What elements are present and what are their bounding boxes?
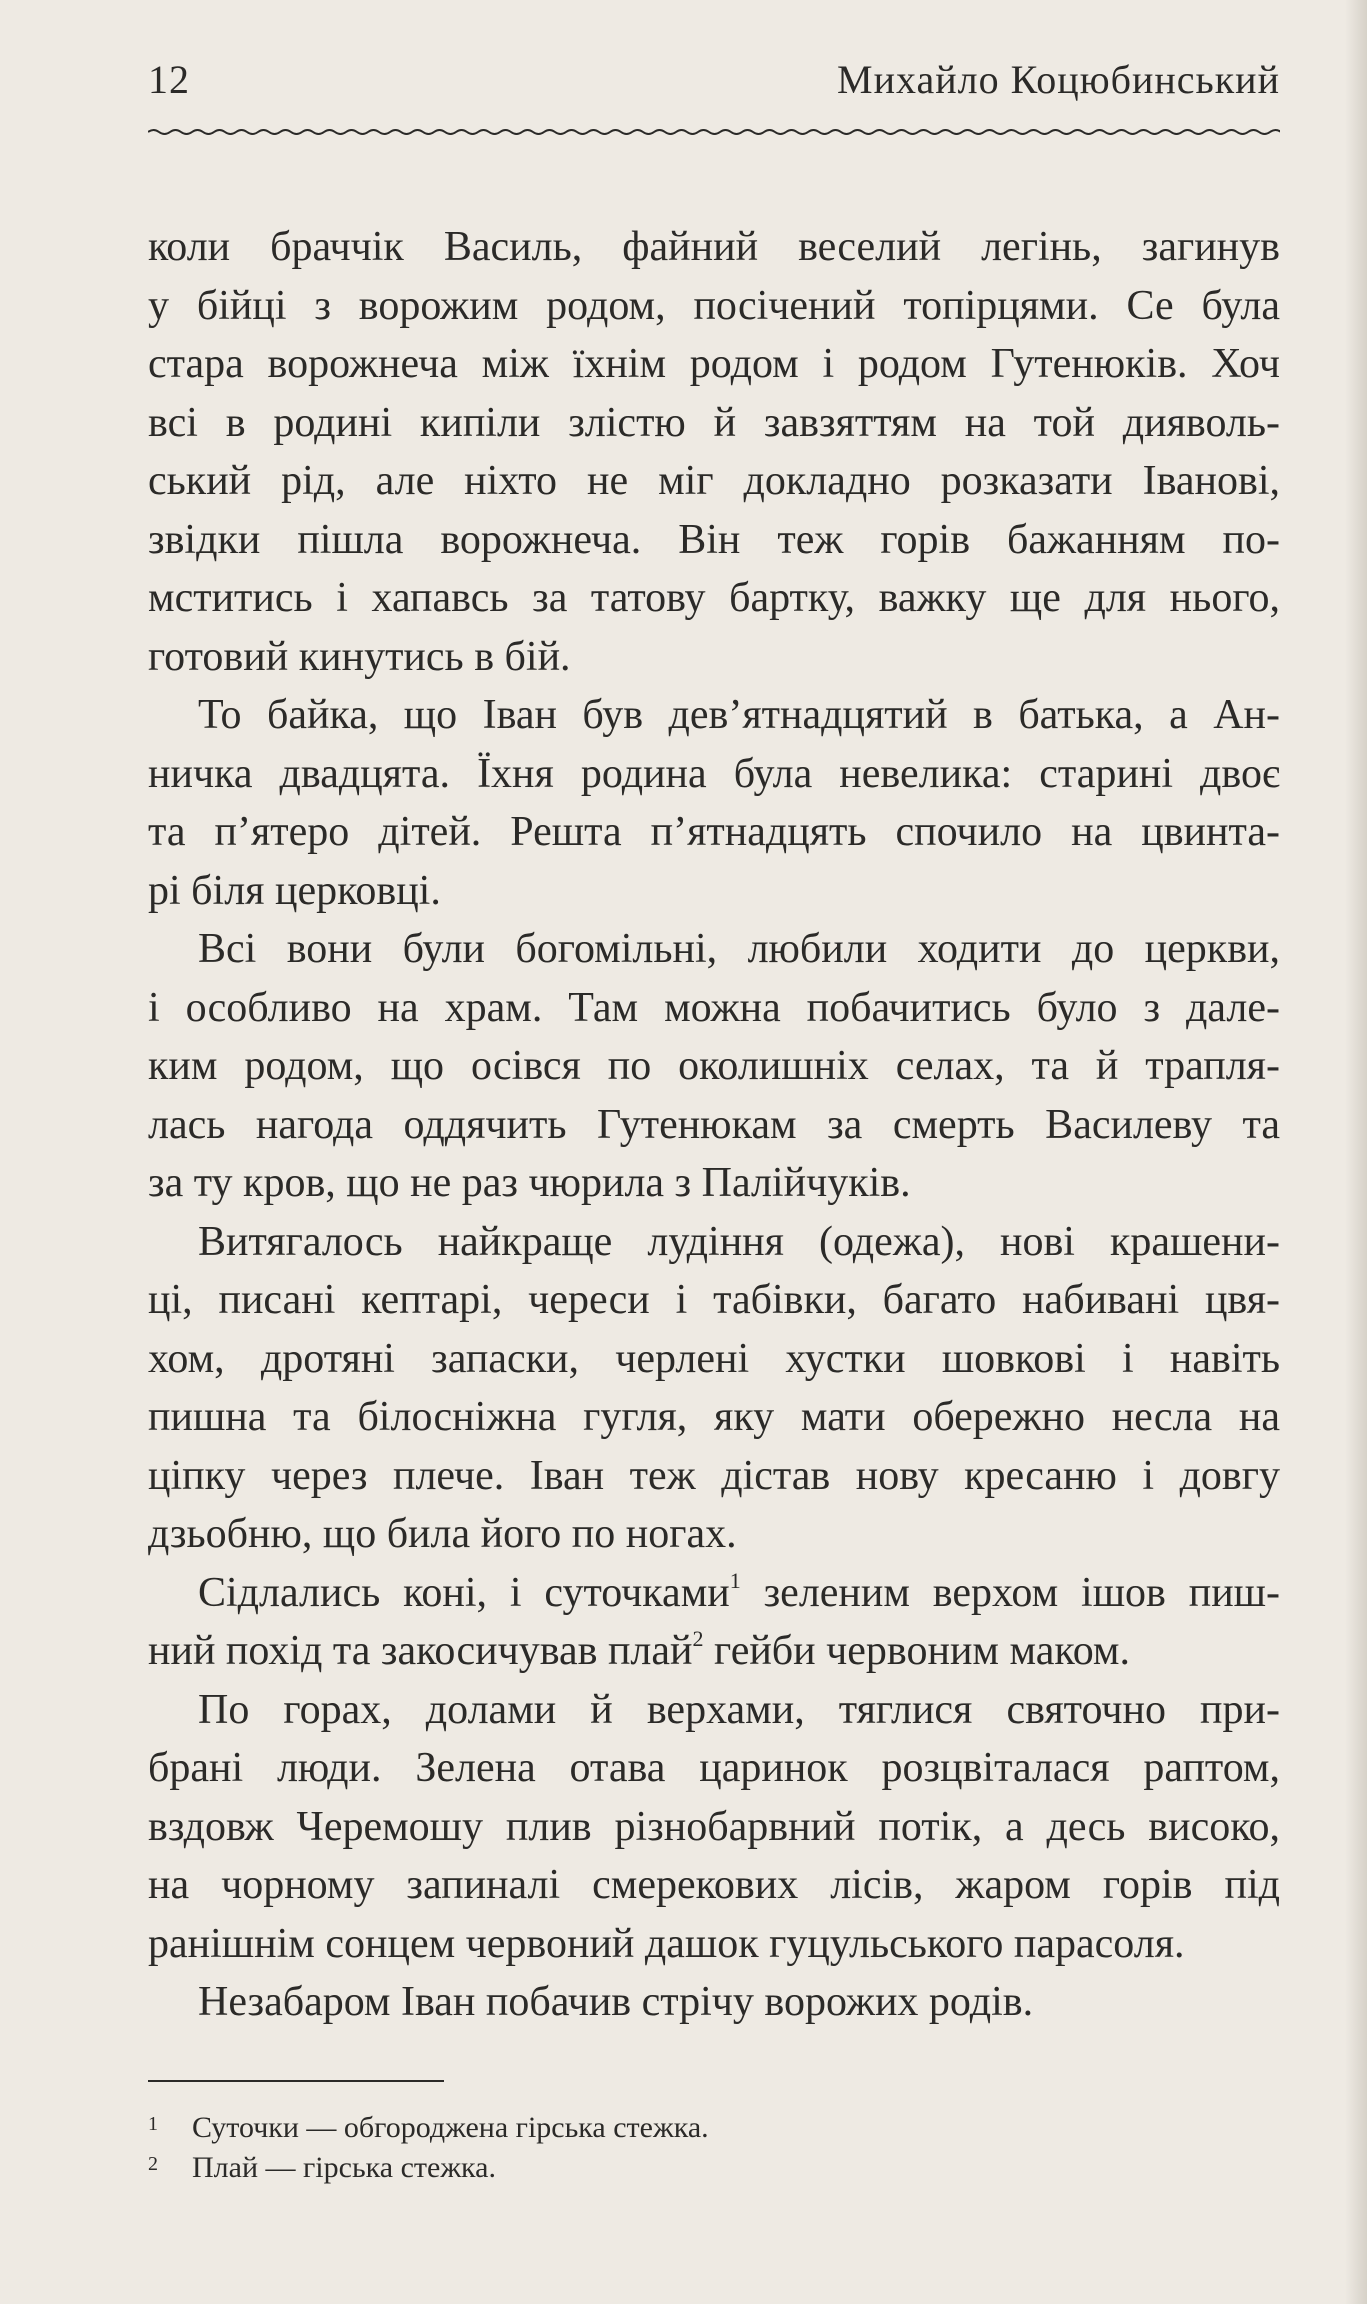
text-line: готовий кинутись в бій. [148,633,571,680]
text-fragment: Сідлались коні, і суточками [198,1569,730,1616]
text-line: ці, писані кептарі, череси і табівки, багато набивані цвя- [148,1277,1280,1323]
footnote-1 [148,2108,1280,2148]
paragraph-6 [148,1681,1280,1974]
running-head-author: Михайло Коцюбинський [837,57,1280,102]
page-header [148,56,1280,116]
text-line: коли браччік Василь, файний веселий легінь, загинув [148,224,1280,270]
text-line: рі біля церковці. [148,867,441,914]
text-line: ський рід, але ніхто не міг докладно розказати Іванові, [148,458,1280,504]
text-line: брані люди. Зелена отава царинок розцвіталася раптом, [148,1745,1280,1791]
text-fragment: ний похід та закосичував плай [148,1628,693,1674]
text-line: і особливо на храм. Там можна побачитись було з дале- [148,984,1280,1031]
text-line: Незабаром Іван побачив стрічу ворожих родів. [198,1979,1034,2025]
text-line: ціпку через плече. Іван теж дістав нову кресаню і довгу [148,1452,1280,1499]
footnote-ref-1: 1 [729,1567,741,1593]
text-line: та п’ятеро дітей. Решта п’ятнадцять спочило на цвинта- [148,809,1280,855]
text-fragment: зеленим верхом ішов пиш- [740,1569,1280,1616]
text-line: По горах, долами й верхами, тяглися святочно при- [198,1686,1280,1733]
text-line: за ту кров, що не раз чюрила з Палійчуків. [148,1160,911,1206]
paragraph-1 [148,218,1280,686]
text-line: на чорному запиналі смерекових лісів, жаром горів під [148,1862,1280,1908]
paragraph-4 [148,1213,1280,1564]
footnote-text: Плай — гірська стежка. [192,2151,496,2184]
paragraph-7 [148,1973,1280,2032]
text-line: ничка двадцята. Їхня родина була невелика: старині двоє [148,750,1280,797]
footnotes [148,2108,1280,2188]
text-line: хом, дротяні запаски, черлені хустки шовкові і навіть [148,1335,1280,1382]
text-line: звідки пішла ворожнеча. Він теж горів бажанням по- [148,516,1280,563]
text-line: мститись і хапавсь за татову бартку, важку ще для нього, [148,575,1280,621]
paragraph-2 [148,686,1280,920]
text-line: пишна та білосніжна гугля, яку мати обережно несла на [148,1394,1280,1440]
footnote-text: Суточки — обгороджена гірська стежка. [192,2111,709,2144]
text-line: дзьобню, що била його по ногах. [148,1511,737,1557]
text-line: Всі вони були богомільні, любили ходити до церкви, [198,926,1280,972]
text-line: у бійці з ворожим родом, посічений топірцями. Се була [148,282,1280,329]
footnote-2 [148,2148,1280,2188]
body-text [148,218,1280,2032]
footnote-mark: 1 [148,2113,158,2135]
text-fragment: гейби червоним маком. [703,1628,1130,1674]
text-line: стара ворожнеча між їхнім родом і родом Гутенюків. Хоч [148,341,1280,387]
footnote-separator [148,2080,444,2082]
text-line [148,1622,1280,1681]
footnote-mark: 2 [148,2153,158,2175]
text-line: То байка, що Іван був дев’ятнадцятий в батька, а Ан- [198,692,1280,738]
text-line: вздовж Черемошу плив різнобарвний потік, а десь високо, [148,1803,1280,1850]
text-line: ким родом, що осівся по околишніх селах, та й трапля- [148,1043,1280,1089]
text-line [148,1564,1280,1623]
paragraph-3 [148,920,1280,1213]
text-line: ранішнім сонцем червоний дашок гуцульського парасоля. [148,1920,1185,1967]
footnote-ref-2: 2 [692,1626,704,1651]
page-edge-shadow [1345,0,1367,2304]
text-line: лась нагода оддячить Гутенюкам за смерть Василеву та [148,1101,1280,1148]
wavy-header-rule [148,124,1280,140]
paragraph-5 [148,1564,1280,1681]
page-number: 12 [148,57,190,102]
text-line: всі в родині кипіли злістю й завзяттям на той дияволь- [148,399,1280,446]
text-line: Витягалось найкраще лудіння (одежа), нові крашени- [198,1218,1280,1265]
